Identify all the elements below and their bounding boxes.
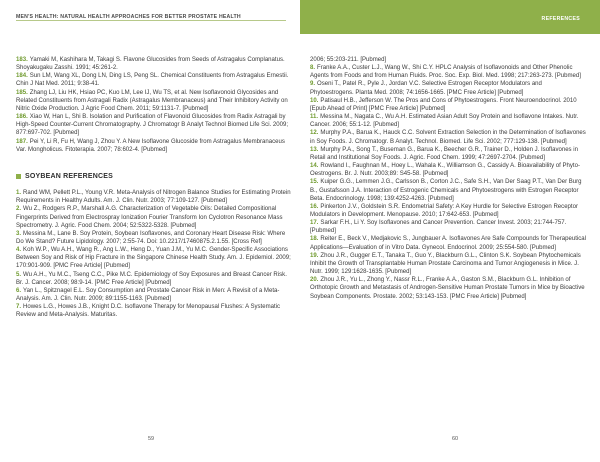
reference-entry	[16, 72, 292, 88]
reference-entry	[16, 189, 292, 205]
reference-text: Koh W.P., Wu A.H., Wang R., Ang L.W., Heng D., Yuan J.M., Yu M.C. Gender-Specific Associations Between Soy and Risk of Hip Fracture in the Singapore Chinese Health Study. Am. J. Epidemiol. 2009; 170:901-909. [PMC Free Article] [Pubmed]	[16, 247, 291, 270]
section-heading	[16, 173, 292, 181]
reference-number: 13.	[310, 146, 319, 153]
reference-entry	[16, 303, 292, 319]
reference-number: 5.	[16, 271, 22, 278]
reference-entry	[310, 252, 586, 276]
reference-number: 12.	[310, 130, 319, 137]
reference-number: 15.	[310, 179, 319, 186]
right-column	[310, 56, 586, 301]
reference-text: Kuiper G.G., Lemmen J.G., Carlsson B., Corton J.C., Safe S.H., Van Der Saag P.T., Van Der Burg B., Gustafsson J.A. Interaction of Estrogenic Chemicals and Phytoestrogens with Estrogen Receptor Beta. Endocrinology. 1998; 139:4252-4263. [Pubmed]	[310, 179, 582, 202]
reference-text: Wu A.H., Yu M.C., Tseng C.C., Pike M.C. Epidemiology of Soy Exposures and Breast Cancer Risk. Br. J. Cancer. 2008; 98:9-14. [PMC Free Article] [Pubmed]	[16, 271, 287, 286]
reference-text: Messina M., Lane B. Soy Protein, Soybean Isoflavones, and Coronary Heart Disease Risk: Where Do We Stand? Future Lipidology. 2007; 2:55-74. Doi: 10.2217/17460875.2.1.55. [Cross Ref]	[16, 230, 286, 245]
reference-text: Pei Y, Li R, Fu H, Wang J, Zhou Y. A New Isoflavone Glucoside from Astragalus Membranaceus Var. Mongholicus. Fitoterapia. 2007; 78:602-4. [Pubmed]	[16, 138, 285, 153]
reference-number: 11.	[310, 114, 319, 121]
reference-entry	[16, 230, 292, 246]
reference-entry	[310, 129, 586, 145]
reference-number: 7.	[16, 304, 22, 311]
reference-text: Patisaul H.B., Jefferson W. The Pros and Cons of Phytoestrogens. Front Neuroendocrinol. 2010 [Epub Ahead of Print] [PMC Free Article] [Pubmed]	[310, 97, 577, 112]
reference-number: 10.	[310, 97, 319, 104]
page-number-right: 60	[452, 436, 459, 442]
reference-number: 9.	[310, 81, 316, 88]
reference-number: 17.	[310, 220, 319, 227]
reference-number: 183.	[16, 57, 28, 63]
reference-entry	[16, 246, 292, 270]
reference-entry	[310, 235, 586, 251]
reference-text: Sun LM, Wang XL, Dong LN, Ding LS, Peng SL. Chemical Constituents from Astragalus Ernestii. Chin J Nat Med. 2011; 9:38-41.	[16, 73, 289, 88]
reference-text: 2006; 55:203-211. [Pubmed]	[310, 57, 387, 63]
reference-number: 185.	[16, 89, 28, 96]
reference-text: Messina M., Nagata C., Wu A.H. Estimated Asian Adult Soy Protein and Isoflavone Intakes. Nutr. Cancer. 2006; 55:1-12. [Pubmed]	[310, 114, 579, 129]
reference-number: 6.	[16, 287, 22, 294]
reference-text: Yan L., Spitznagel E.L. Soy Consumption and Prostate Cancer Risk in Men: A Revisit of a Meta-Analysis. Am. J. Clin. Nutr. 2009; 89:1155-1163. [Pubmed]	[16, 287, 280, 303]
reference-number: 3.	[16, 230, 22, 237]
section-title: SOYBEAN REFERENCES	[25, 172, 114, 180]
reference-number: 20.	[310, 277, 319, 284]
reference-text: Rowland I., Faughnan M., Hoey L., Wahala K., Williamson G., Cassidy A. Bioavailability of Phyto-Oestrogens. Br. J. Nutr. 2003;89: S45-58. [Pubmed]	[310, 163, 580, 178]
reference-entry	[310, 219, 586, 235]
reference-text: Murphy P.A., Song T., Buseman G., Barua K., Beecher G.R., Trainer D., Holden J. Isoflavones in Retail and Institutional Soy Foods. J. Agric. Food Chem. 1999; 47:2697-2704. [Pubmed]	[310, 146, 578, 161]
reference-entry	[310, 113, 586, 129]
reference-number: 187.	[16, 138, 28, 145]
reference-number: 8.	[310, 65, 316, 72]
reference-text: Oseni T., Patel R., Pyle J., Jordan V.C. Selective Estrogen Receptor Modulators and Phytoestrogens. Planta Med. 2008; 74:1656-1665. [PMC Free Article] [Pubmed]	[310, 81, 542, 96]
reference-entry	[310, 97, 586, 113]
reference-entry	[310, 56, 586, 64]
reference-number: 14.	[310, 163, 319, 170]
reference-text: Sarkar F.H., Li Y. Soy Isoflavones and Cancer Prevention. Cancer Invest. 2003; 21:744-757. [Pubmed]	[310, 220, 567, 235]
reference-entry	[310, 178, 586, 202]
reference-number: 4.	[16, 247, 22, 254]
reference-number: 18.	[310, 236, 319, 243]
reference-text: Pinkerton J.V., Goldstein S.R. Endometrial Safety: A Key Hurdle for Selective Estrogen Receptor Modulators in Development. Menopause. 2010; 17:642-653. [Pubmed]	[310, 203, 578, 218]
reference-entry	[16, 89, 292, 113]
reference-entry	[16, 271, 292, 287]
reference-text: Reiter E., Beck V., Medjakovic S., Jungbauer A. Isoflavones Are Safe Compounds for Therapeutical Applications—Evaluation of in Vitro Data. Gynecol. Endocrinol. 2009; 25:554-580. [Pubmed]	[310, 236, 586, 251]
reference-entry	[310, 80, 586, 96]
reference-entry	[310, 203, 586, 219]
reference-text: Yamaki M, Kashihara M, Takagi S. Flavone Glucosides from Seeds of Astragalus Complanatus. Shoyakugaku Zasshi. 1991; 45:261-2.	[16, 57, 285, 72]
soybean-reference-list-continued	[310, 56, 586, 301]
soybean-reference-list	[16, 189, 292, 320]
reference-text: Rand WM, Pellett P.L., Young V.R. Meta-Analysis of Nitrogen Balance Studies for Estimating Protein Requirements in Healthy Adults. Am. J. Clin. Nutr. 2003; 77:109-127. [Pubmed]	[16, 190, 291, 205]
reference-entry	[16, 205, 292, 229]
reference-number: 1.	[16, 190, 22, 197]
reference-text: Murphy P.A., Barua K., Hauck C.C. Solvent Extraction Selection in the Determination of Isoflavones in Soy Foods. J. Chromatogr. B Analyt. Technol. Biomed. Life Sci. 2002; 777:129-138. [Pubmed]	[310, 130, 586, 145]
reference-text: Howes L.G., Howes J.B., Knight D.C. Isoflavone Therapy for Menopausal Flushes: A Systematic Review and Meta-Analysis. Maturitas.	[16, 304, 281, 319]
reference-entry	[16, 287, 292, 303]
reference-number: 184.	[16, 73, 28, 80]
reference-number: 19.	[310, 252, 319, 259]
reference-entry	[310, 64, 586, 80]
reference-text: Zhang LJ, Liu HK, Hsiao PC, Kuo LM, Lee IJ, Wu TS, et al. New Isoflavonoid Glycosides and Related Constituents from Astragali Radix (Astragalus Membranaceus) and Their Inhibitory Activity on Nitric Oxide Production. J Agric Food Chem. 2011; 59:1131-7. [Pubmed]	[16, 89, 288, 112]
reference-entry	[16, 56, 292, 72]
section-header-banner: REFERENCES	[300, 0, 600, 34]
reference-text: Franke A.A., Custer L.J., Wang W., Shi C.Y. HPLC Analysis of Isoflavonoids and Other Phenolic Agents from Foods and from Human Fluids. Proc. Soc. Exp. Biol. Med. 1998; 217:263-273. [Pubmed]	[310, 65, 581, 80]
reference-entry	[16, 113, 292, 137]
reference-entry	[16, 138, 292, 154]
reference-number: 16.	[310, 203, 319, 210]
reference-text: Wu Z., Rodgers R.P., Marshall A.G. Characterization of Vegetable Oils: Detailed Compositional Fingerprints Derived from Electrospray Ionization Fourier Transform Ion Cyclotron Resonance Mass Spectrometry. J. Agric. Food Chem. 2004; 52:5322-5328. [Pubmed]	[16, 206, 283, 229]
reference-text: Zhou J.R., Yu L., Zhong Y., Nassr R.L., Franke A.A., Gaston S.M., Blackburn G.L. Inhibition of Orthotopic Growth and Metastasis of Androgen-Sensitive Human Prostate Tumors in Mice by Bioactive Soybean Components. Prostate. 2002; 53:143-153. [PMC Free Article] [Pubmed]	[310, 277, 585, 300]
astragalus-reference-list	[16, 56, 292, 154]
reference-entry	[310, 162, 586, 178]
reference-text: Xiao W, Han L, Shi B. Isolation and Purification of Flavonoid Glucosides from Radix Astragali by High-Speed Counter-Current Chromatography. J Chromatogr B Analyt Technol Biomed Life Sci. 2009; 877:697-702. [Pubmed]	[16, 114, 289, 137]
left-column	[16, 56, 292, 320]
reference-entry	[310, 146, 586, 162]
page-number-left: 59	[148, 436, 155, 442]
reference-text: Zhou J.R., Gugger E.T., Tanaka T., Guo Y., Blackburn G.L., Clinton S.K. Soybean Phytochemicals Inhibit the Growth of Transplantable Human Prostate Carcinoma and Tumor Angiogenesis in Mice. J. Nutr. 1999; 129:1628-1635. [Pubmed]	[310, 252, 581, 276]
reference-entry	[310, 276, 586, 300]
reference-number: 186.	[16, 114, 28, 121]
running-header: MEN'S HEALTH: NATURAL HEALTH APPROACHES FOR BETTER PROSTATE HEALTH	[0, 0, 290, 36]
section-marker-icon	[16, 174, 21, 179]
reference-number: 2.	[16, 206, 22, 213]
